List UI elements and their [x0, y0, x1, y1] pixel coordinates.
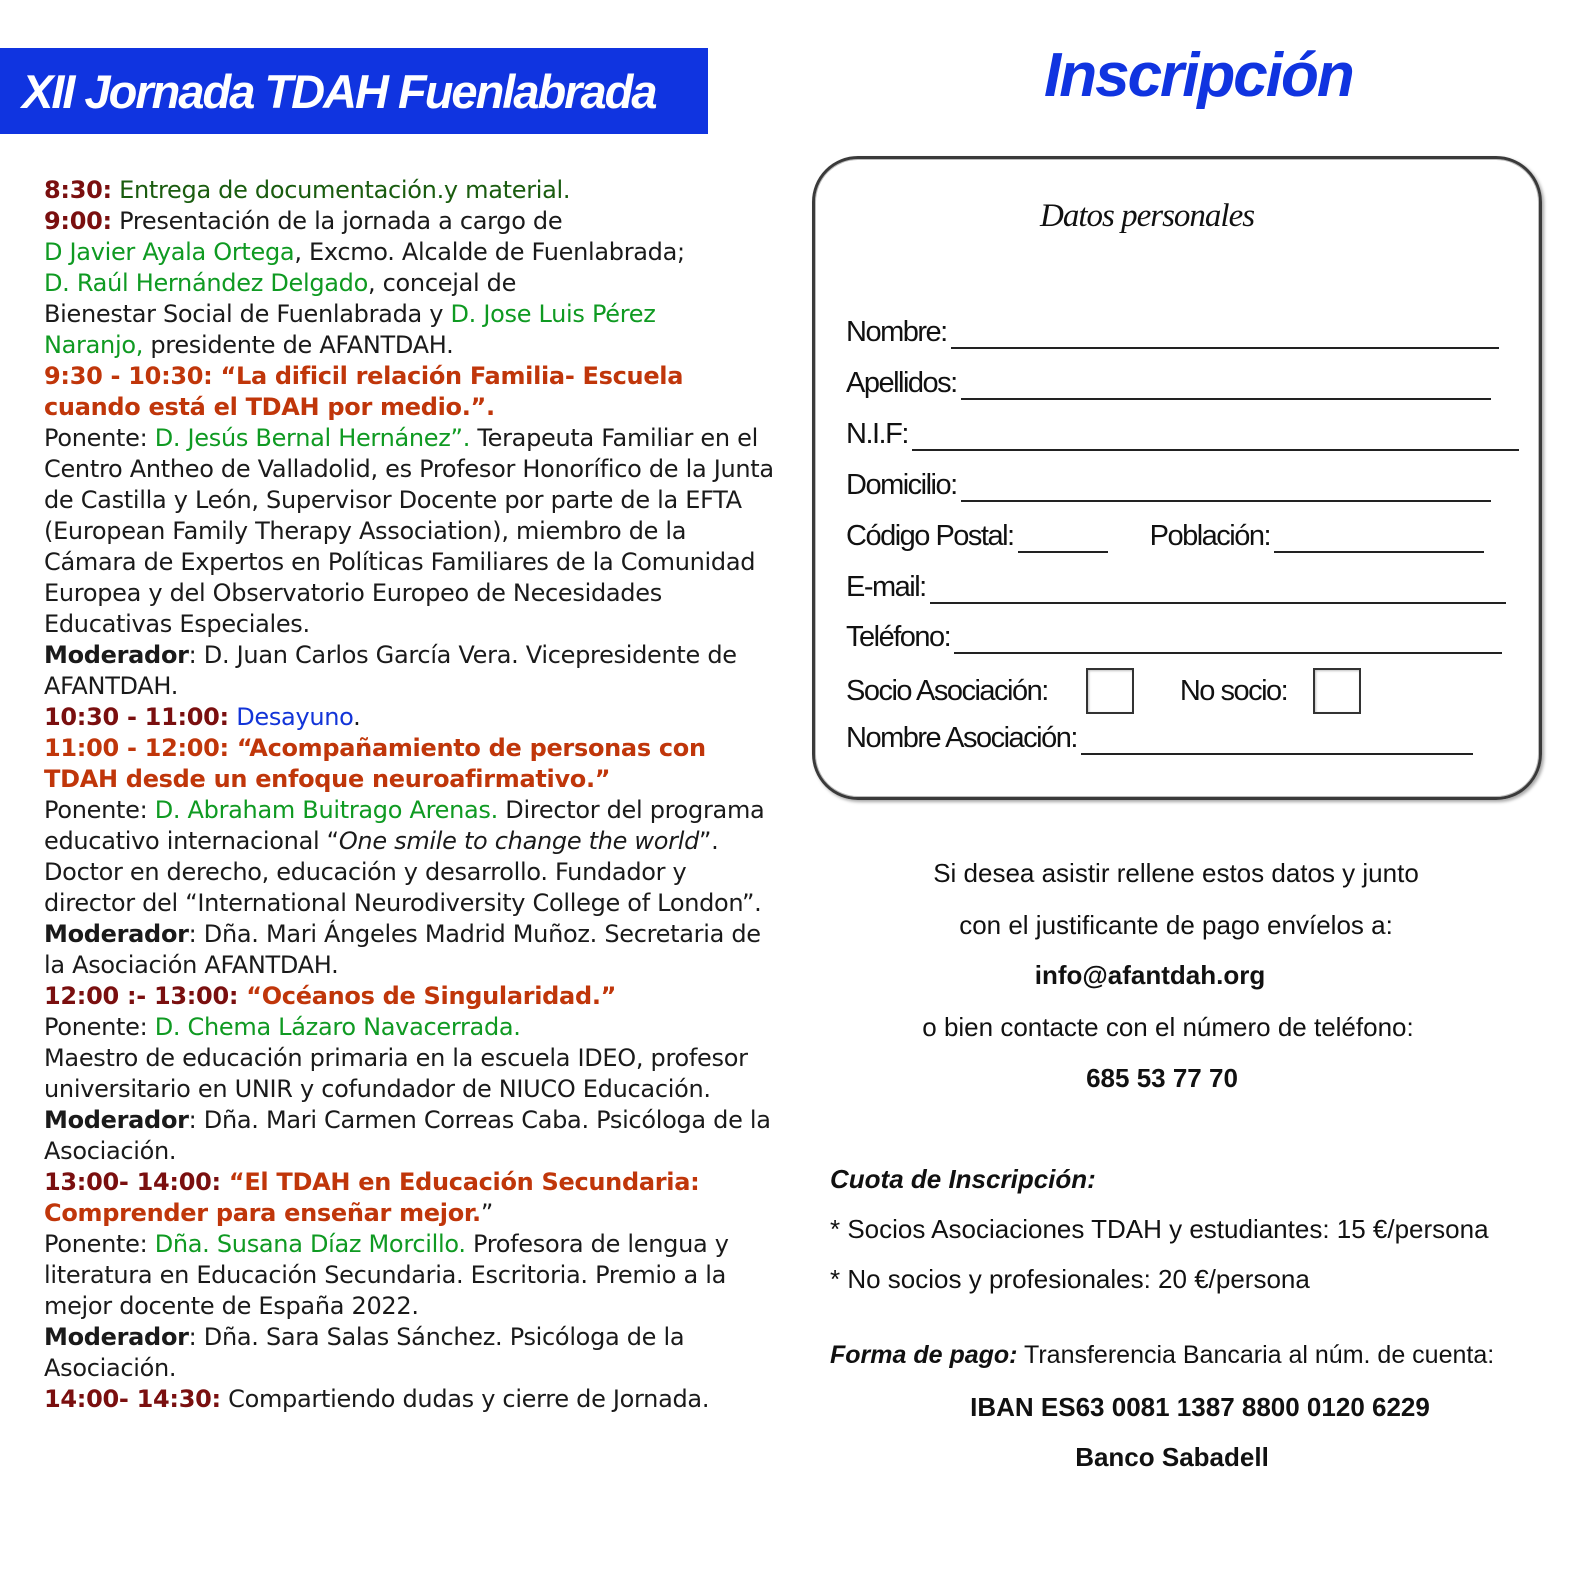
info-line-3: o bien contacte con el número de teléfono:	[922, 1012, 1414, 1042]
program-line: D Javier Ayala Ortega, Excmo. Alcalde de Fuenlabrada;	[44, 238, 685, 266]
info-line-2: con el justificante de pago envíelos a:	[959, 910, 1393, 940]
info-line-1: Si desea asistir rellene estos datos y junto	[933, 858, 1419, 888]
iban: IBAN ES63 0081 1387 8800 0120 6229	[970, 1392, 1430, 1422]
nif-field[interactable]	[912, 423, 1519, 451]
program-line: Naranjo, presidente de AFANTDAH.	[44, 331, 454, 359]
program-line: D. Raúl Hernández Delgado, concejal de	[44, 269, 517, 297]
nombre-field[interactable]	[951, 321, 1499, 349]
forma-pago	[830, 1341, 1494, 1370]
break-line: 10:30 - 11:00: Desayuno.	[44, 703, 361, 731]
session-2-ponente: Ponente: D. Abraham Buitrago Arenas. Director del programa educativo internacional “One smile to change the world”. Doctor en derecho, educación y desarrollo. Fundador y director del “International Neurodiversity College of London”.	[44, 796, 765, 917]
contact-phone: 685 53 77 70	[1086, 1063, 1238, 1093]
program-line: 8:30: Entrega de documentación.y material.	[44, 176, 571, 204]
domicilio-field[interactable]	[961, 474, 1491, 502]
apellidos-row	[846, 367, 1491, 400]
closing-line: 14:00- 14:30: Compartiendo dudas y cierre de Jornada.	[44, 1385, 710, 1413]
nombre-asociacion-field[interactable]	[1081, 727, 1473, 755]
cuota-item-no-socios: * No socios y profesionales: 20 €/persona	[830, 1264, 1310, 1294]
event-title: XII Jornada TDAH Fuenlabrada	[22, 64, 656, 118]
email-row	[846, 571, 1506, 604]
telefono-label: Teléfono:	[846, 621, 951, 653]
nombre-row	[846, 316, 1499, 349]
nombre-asociacion-row	[846, 722, 1473, 755]
email-field[interactable]	[930, 576, 1506, 604]
nif-row	[846, 418, 1519, 451]
poblacion-label: Población:	[1149, 520, 1271, 552]
session-2-moderador: Moderador: Dña. Mari Ángeles Madrid Muñoz. Secretaria de la Asociación AFANTDAH.	[44, 920, 761, 979]
forma-pago-text: Transferencia Bancaria al núm. de cuenta:	[1017, 1341, 1495, 1369]
cp-label: Código Postal:	[846, 520, 1014, 552]
session-2-title: 11:00 - 12:00: “Acompañamiento de personas con TDAH desde un enfoque neuroafirmativo.”	[44, 734, 706, 793]
program-schedule	[44, 175, 784, 1415]
session-1-ponente: Ponente: D. Jesús Bernal Hernánez”. Terapeuta Familiar en el Centro Antheo de Valladolid, es Profesor Honorífico de la Junta de Castilla y León, Supervisor Docente por parte de la EFTA (European Family Therapy Association), miembro de la Cámara de Expertos en Políticas Familiares de la Comunidad Europea y del Observatorio Europeo de Necesidades Educativas Especiales.	[44, 424, 774, 638]
session-4-title: 13:00- 14:00: “El TDAH en Educación Secundaria: Comprender para enseñar mejor.”	[44, 1168, 700, 1227]
bank-name: Banco Sabadell	[1075, 1442, 1269, 1472]
inscripcion-title: Inscripción	[1044, 41, 1353, 110]
session-4-moderador: Moderador: Dña. Sara Salas Sánchez. Psicóloga de la Asociación.	[44, 1323, 685, 1382]
contact-email: info@afantdah.org	[1034, 960, 1266, 990]
session-3-ponente: Ponente: D. Chema Lázaro Navacerrada.	[44, 1013, 521, 1041]
email-label: E-mail:	[846, 571, 926, 603]
event-title-banner	[0, 48, 708, 134]
no-socio-checkbox[interactable]	[1313, 668, 1361, 714]
nombre-asociacion-label: Nombre Asociación:	[846, 722, 1077, 754]
form-title: Datos personales	[1040, 198, 1255, 234]
domicilio-row	[846, 469, 1491, 502]
apellidos-label: Apellidos:	[846, 367, 957, 399]
nif-label: N.I.F:	[846, 418, 908, 450]
cp-row	[846, 520, 1484, 553]
telefono-field[interactable]	[954, 626, 1502, 654]
telefono-row	[846, 621, 1502, 654]
cuota-title: Cuota de Inscripción:	[830, 1164, 1096, 1194]
apellidos-field[interactable]	[961, 372, 1491, 400]
socio-row	[846, 668, 1361, 714]
poblacion-field[interactable]	[1274, 525, 1484, 553]
forma-pago-label: Forma de pago:	[830, 1341, 1018, 1369]
cp-field[interactable]	[1018, 525, 1108, 553]
socio-label: Socio Asociación:	[846, 674, 1048, 707]
session-3-moderador: Moderador: Dña. Mari Carmen Correas Caba. Psicóloga de la Asociación.	[44, 1106, 771, 1165]
socio-checkbox[interactable]	[1086, 668, 1134, 714]
session-3-bio: Maestro de educación primaria en la escuela IDEO, profesor universitario en UNIR y cofundador de NIUCO Educación.	[44, 1044, 748, 1103]
no-socio-label: No socio:	[1179, 674, 1288, 707]
session-1-moderador: Moderador: D. Juan Carlos García Vera. Vicepresidente de AFANTDAH.	[44, 641, 737, 700]
cuota-item-socios: * Socios Asociaciones TDAH y estudiantes: 15 €/persona	[830, 1214, 1489, 1244]
domicilio-label: Domicilio:	[846, 469, 957, 501]
session-4-ponente: Ponente: Dña. Susana Díaz Morcillo. Profesora de lengua y literatura en Educación Secundaria. Escritoria. Premio a la mejor docente de España 2022.	[44, 1230, 729, 1320]
session-1-title: 9:30 - 10:30: “La dificil relación Familia- Escuela cuando está el TDAH por medio.”.	[44, 362, 684, 421]
program-line: 9:00: Presentación de la jornada a cargo de	[44, 207, 563, 235]
program-line: Bienestar Social de Fuenlabrada y D. Jose Luis Pérez	[44, 300, 656, 328]
nombre-label: Nombre:	[846, 316, 947, 348]
session-3-title: 12:00 :- 13:00: “Océanos de Singularidad.”	[44, 982, 617, 1010]
